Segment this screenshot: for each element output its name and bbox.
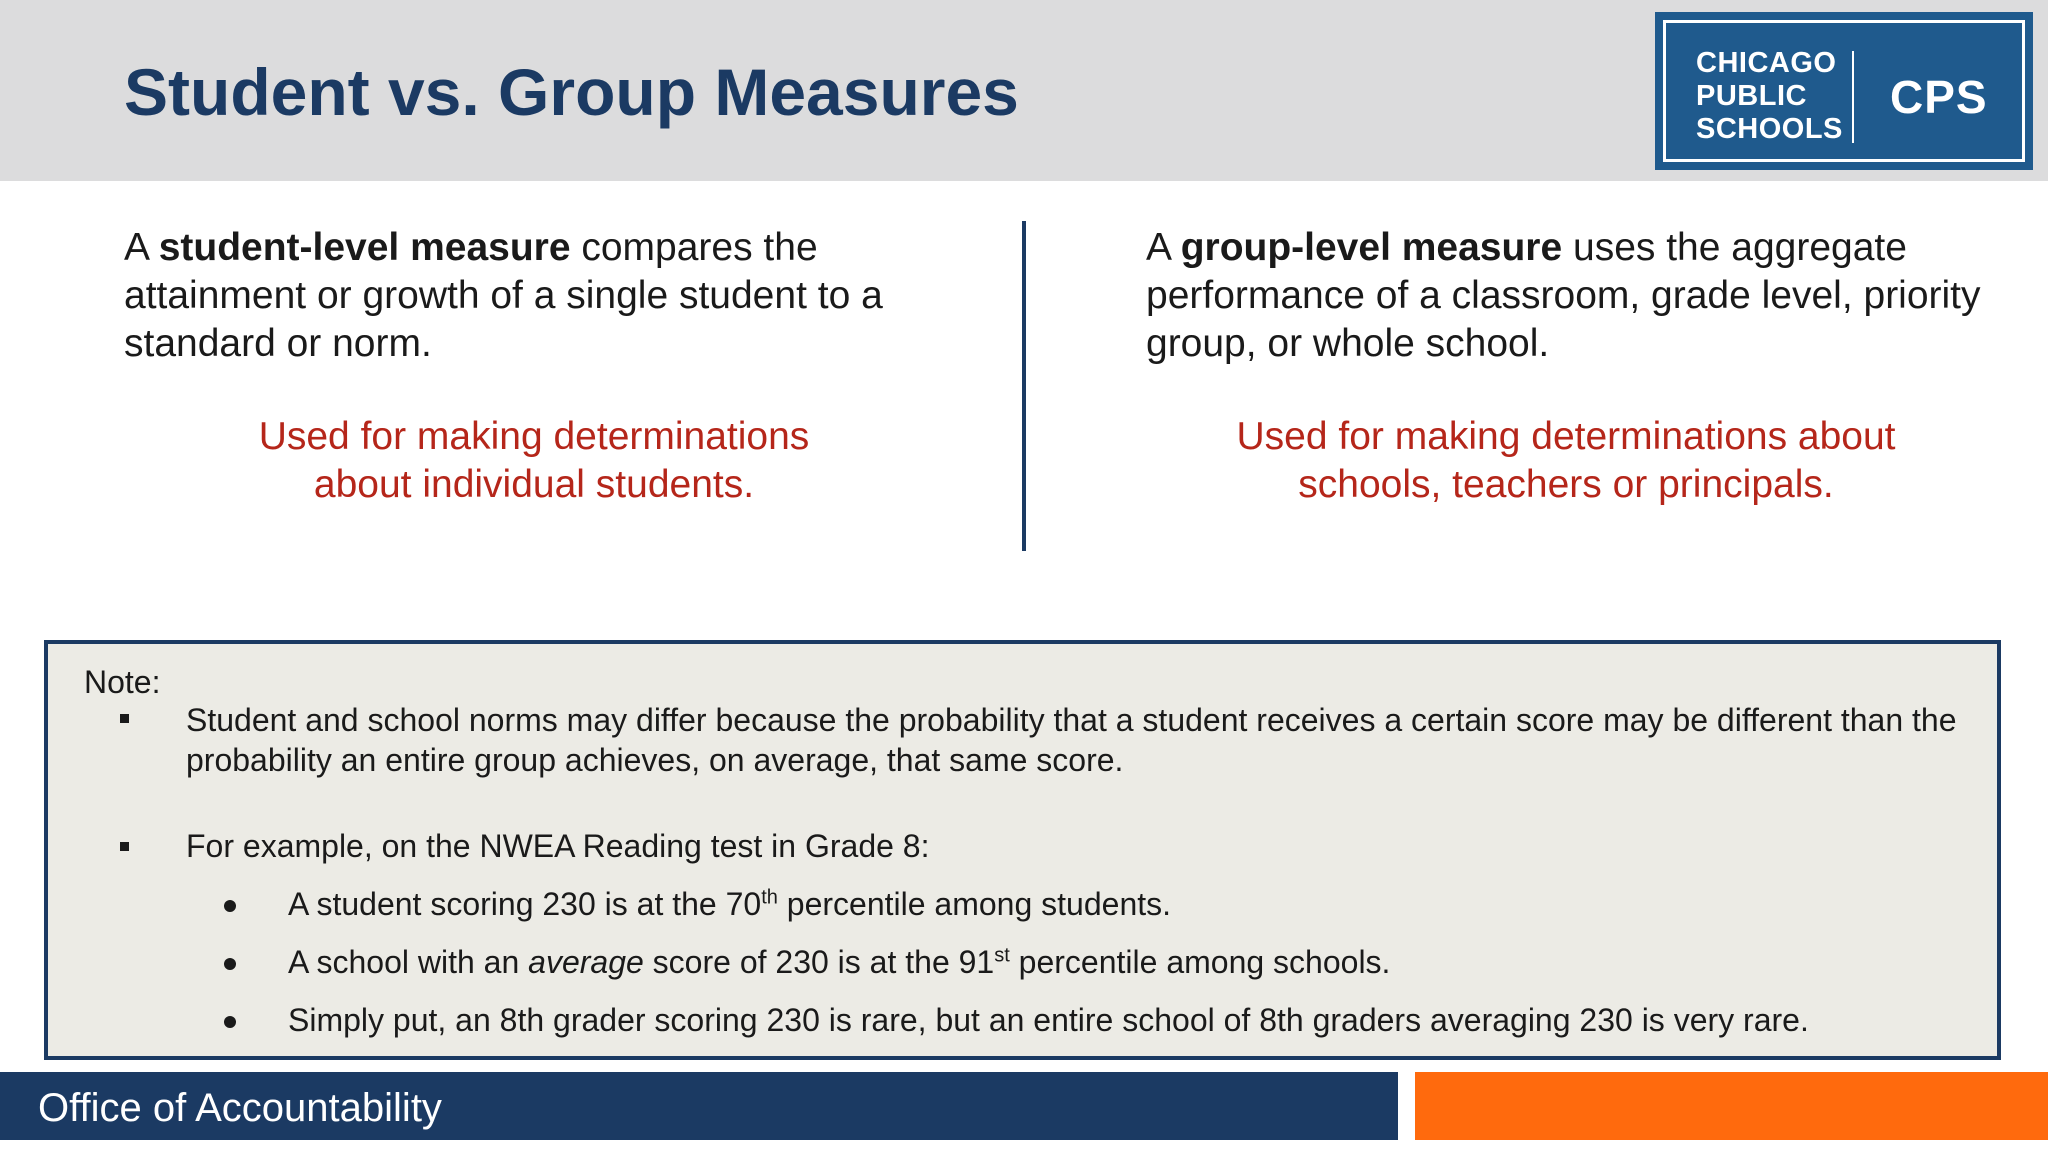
intro-rest: compares the attainment or growth of a single student to a standard or norm. [124,226,883,365]
square-bullet-icon [120,842,129,851]
note-sub-bullet-3: Simply put, an 8th grader scoring 230 is rare, but an entire school of 8th graders averaging 230 is very rare. [288,1002,1809,1038]
logo-frame [1663,20,2025,162]
footer-office-bar [0,1072,1398,1140]
note-bullet-2: For example, on the NWEA Reading test in Grade 8: [186,828,930,864]
student-level-column [124,224,944,509]
logo-wordmark [1696,47,1843,146]
note-sub-bullet-1: A student scoring 230 is at the 70th percentile among students. [288,886,1172,922]
cps-logo [1655,12,2033,170]
group-level-usage [1146,413,1986,509]
note-label: Note: [84,664,161,700]
intro-prefix: A [124,226,159,269]
student-level-description [124,224,944,368]
student-level-term: student-level measure [158,226,571,269]
usage-line-2: about individual students. [313,463,755,506]
round-bullet-icon [224,1016,236,1028]
usage-line-2: schools, teachers or principals. [1298,463,1834,506]
student-level-usage [124,413,944,509]
logo-line-1: CHICAGO [1696,47,1837,79]
column-divider [1022,221,1026,551]
header-bar [0,0,2048,181]
footer-office-label: Office of Accountability [38,1086,442,1130]
logo-abbreviation: CPS [1890,71,1988,123]
note-bullet-1: Student and school norms may differ because the probability that a student receives a certain score may be different than the probability an entire group achieves, on average, that same score. [186,702,1957,778]
note-sub-bullet-2: A school with an average score of 230 is at the 91st percentile among schools. [288,944,1391,980]
logo-divider [1852,51,1854,143]
round-bullet-icon [224,900,236,912]
usage-line-1: Used for making determinations [258,415,810,458]
footer-accent-bar [1415,1072,2048,1140]
page-title: Student vs. Group Measures [124,55,1019,129]
logo-line-3: SCHOOLS [1696,113,1843,145]
group-level-column [1146,224,1986,509]
group-level-description [1146,224,1986,368]
square-bullet-icon [120,714,129,723]
round-bullet-icon [224,958,236,970]
note-box [44,640,2001,1060]
intro-rest: uses the aggregate performance of a classroom, grade level, priority group, or whole school. [1146,226,1981,365]
usage-line-1: Used for making determinations about [1236,415,1896,458]
logo-line-2: PUBLIC [1696,80,1807,112]
group-level-term: group-level measure [1180,226,1563,269]
intro-prefix: A [1146,226,1181,269]
